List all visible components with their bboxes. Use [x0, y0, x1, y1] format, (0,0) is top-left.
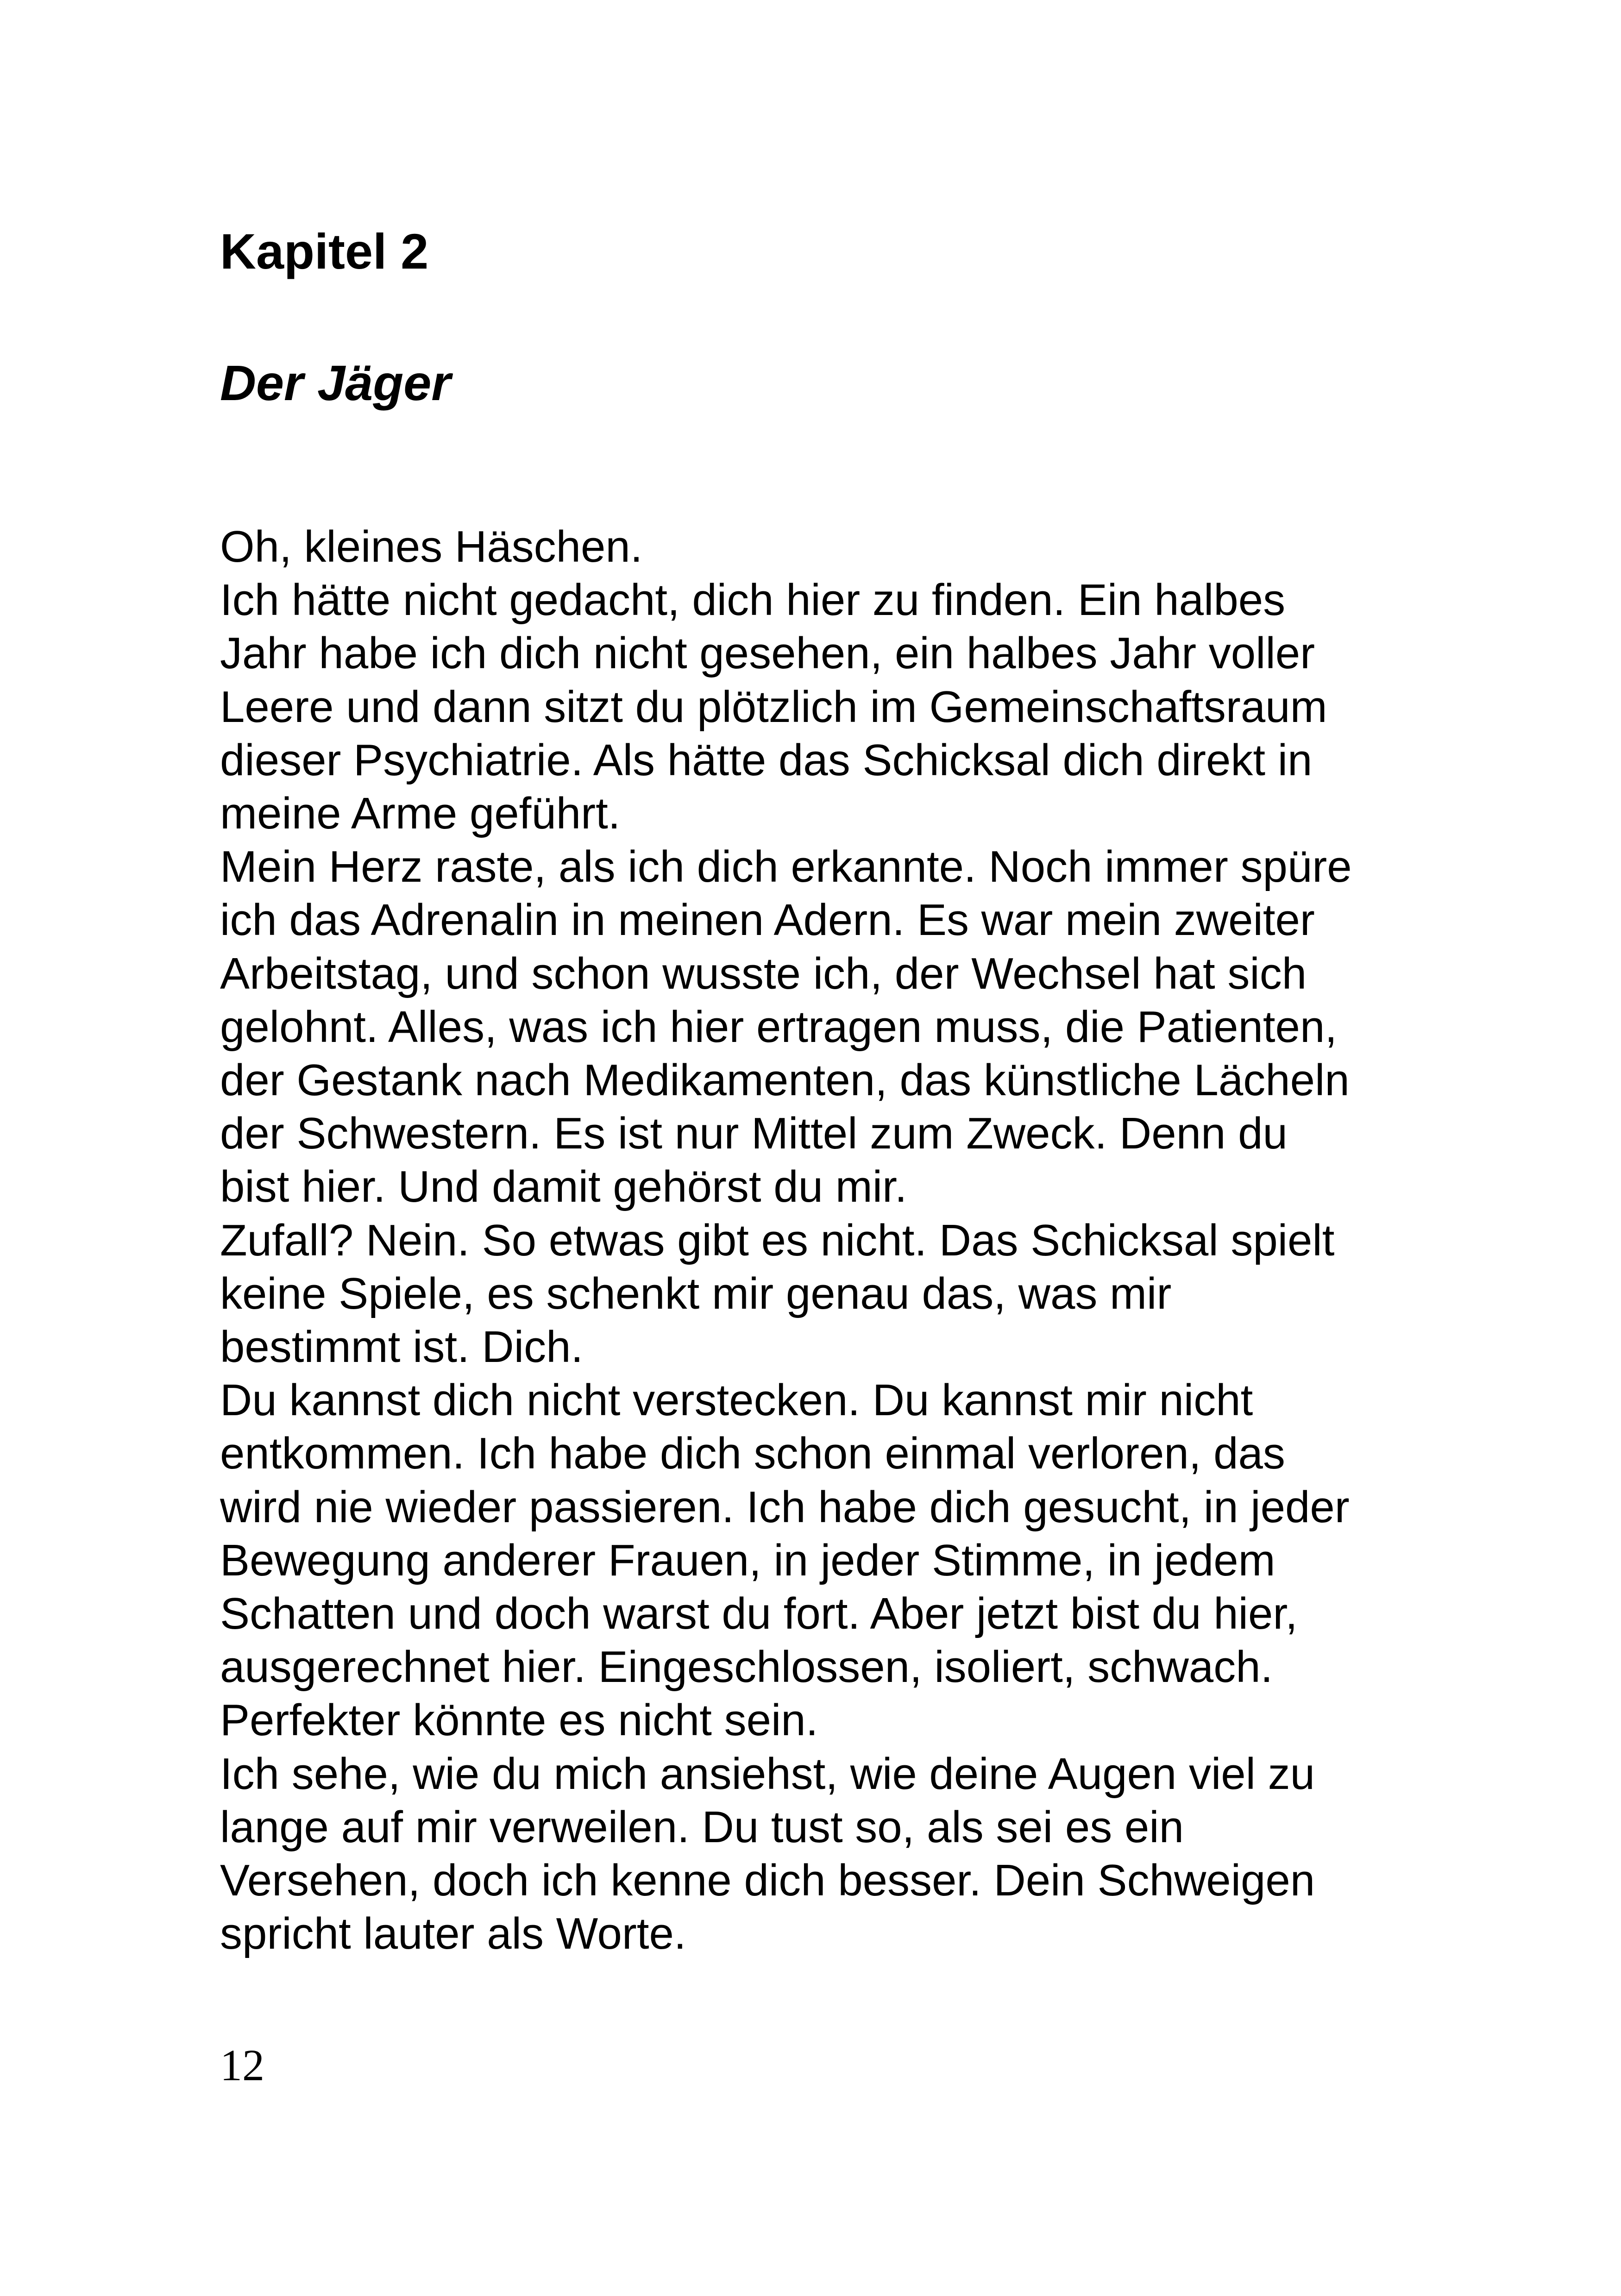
body-line: ausgerechnet hier. Eingeschlossen, isoliert, schwach.: [220, 1642, 1273, 1692]
body-line: bestimmt ist. Dich.: [220, 1322, 584, 1372]
body-line: Bewegung anderer Frauen, in jeder Stimme, in jedem: [220, 1535, 1275, 1585]
body-line: bist hier. Und damit gehörst du mir.: [220, 1162, 907, 1212]
body-line: wird nie wieder passieren. Ich habe dich gesucht, in jeder: [220, 1482, 1350, 1532]
page-number: 12: [220, 2040, 264, 2090]
body-line: dieser Psychiatrie. Als hätte das Schicksal dich direkt in: [220, 735, 1313, 785]
body-line: der Gestank nach Medikamenten, das künstliche Lächeln: [220, 1055, 1350, 1105]
body-line: Mein Herz raste, als ich dich erkannte. Noch immer spüre: [220, 842, 1352, 892]
body-line: Ich hätte nicht gedacht, dich hier zu finden. Ein halbes: [220, 575, 1286, 625]
chapter-body-text: [220, 520, 1447, 1960]
body-line: Arbeitstag, und schon wusste ich, der Wechsel hat sich: [220, 948, 1307, 998]
body-line: der Schwestern. Es ist nur Mittel zum Zweck. Denn du: [220, 1109, 1288, 1159]
body-line: spricht lauter als Worte.: [220, 1909, 686, 1959]
chapter-number: Kapitel 2: [220, 223, 429, 279]
body-line: entkommen. Ich habe dich schon einmal verloren, das: [220, 1429, 1285, 1479]
body-line: Zufall? Nein. So etwas gibt es nicht. Das Schicksal spielt: [220, 1215, 1335, 1265]
body-line: Perfekter könnte es nicht sein.: [220, 1695, 818, 1745]
body-line: ich das Adrenalin in meinen Adern. Es war mein zweiter: [220, 895, 1315, 945]
body-line: Leere und dann sitzt du plötzlich im Gemeinschaftsraum: [220, 682, 1327, 732]
body-line: gelohnt. Alles, was ich hier ertragen muss, die Patienten,: [220, 1002, 1337, 1052]
body-line: Du kannst dich nicht verstecken. Du kannst mir nicht: [220, 1375, 1253, 1425]
body-line: lange auf mir verweilen. Du tust so, als sei es ein: [220, 1802, 1184, 1852]
chapter-title: Der Jäger: [220, 355, 451, 411]
body-line: Oh, kleines Häschen.: [220, 522, 643, 571]
body-line: Ich sehe, wie du mich ansiehst, wie deine Augen viel zu: [220, 1749, 1315, 1799]
body-line: Versehen, doch ich kenne dich besser. Dein Schweigen: [220, 1856, 1315, 1906]
body-line: meine Arme geführt.: [220, 789, 621, 839]
body-line: Schatten und doch warst du fort. Aber jetzt bist du hier,: [220, 1589, 1298, 1639]
body-line: keine Spiele, es schenkt mir genau das, was mir: [220, 1268, 1172, 1318]
body-line: Jahr habe ich dich nicht gesehen, ein halbes Jahr voller: [220, 628, 1315, 678]
